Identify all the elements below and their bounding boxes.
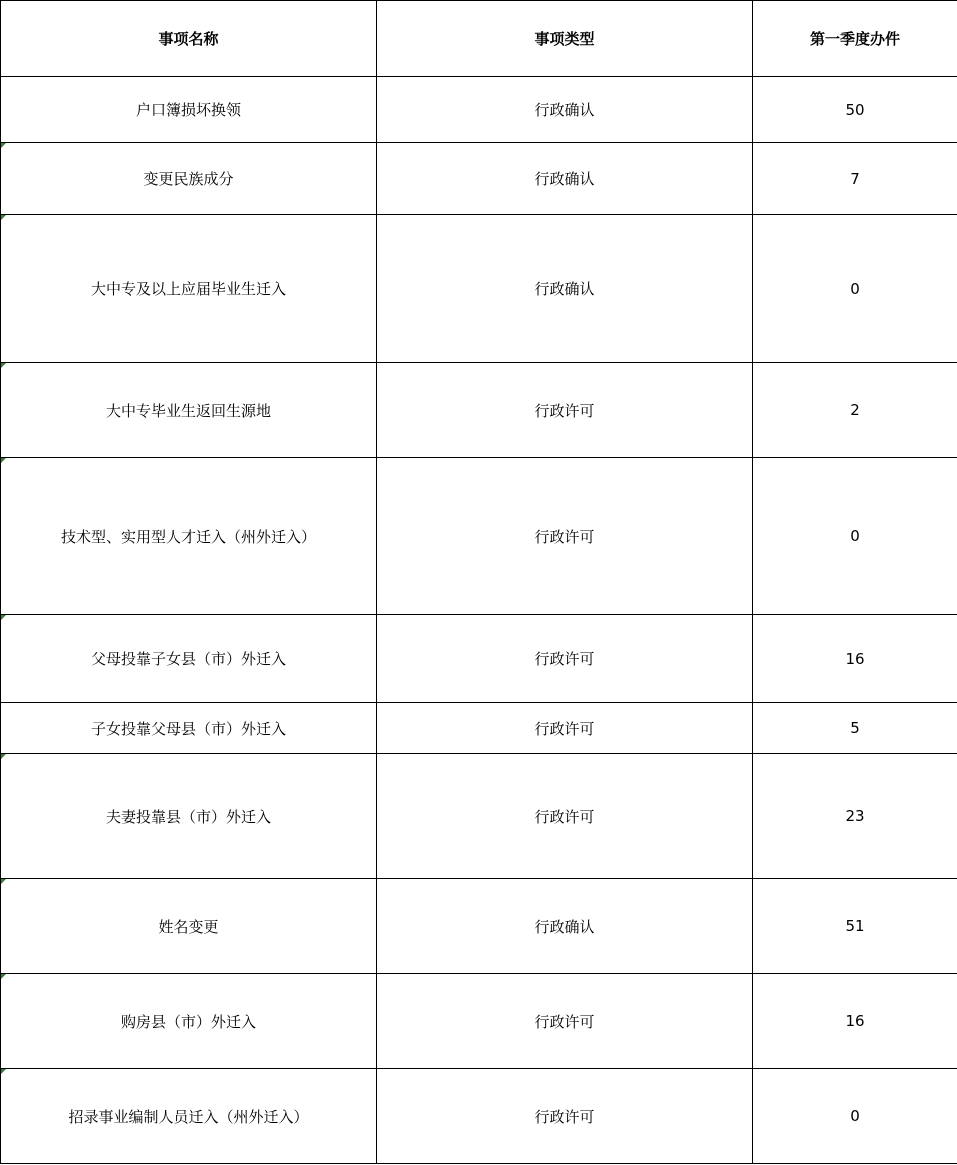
item-count: 2 xyxy=(850,401,860,419)
item-type-cell xyxy=(377,363,753,458)
item-type-cell xyxy=(377,458,753,615)
item-count-cell xyxy=(753,754,957,879)
item-name: 购房县（市）外迁入 xyxy=(120,1012,256,1031)
item-name-cell xyxy=(1,974,377,1069)
item-type-cell xyxy=(377,974,753,1069)
item-type-cell xyxy=(377,754,753,879)
item-type: 行政确认 xyxy=(534,101,595,119)
item-type: 行政许可 xyxy=(534,527,595,546)
header-row xyxy=(1,1,957,77)
cell-marker xyxy=(1,1069,6,1074)
item-name-cell xyxy=(1,77,377,143)
cell-marker xyxy=(1,974,6,979)
item-name: 大中专及以上应届毕业生迁入 xyxy=(90,280,286,298)
item-type-cell xyxy=(377,879,753,974)
item-name-cell xyxy=(1,879,377,974)
item-type-cell xyxy=(377,215,753,363)
cell-marker xyxy=(1,615,6,620)
item-count: 0 xyxy=(850,1107,860,1125)
item-count-cell xyxy=(753,77,957,143)
table-row xyxy=(1,215,957,363)
item-type: 行政确认 xyxy=(534,917,595,936)
item-type-cell xyxy=(377,703,753,754)
item-name: 招录事业编制人员迁入（州外迁入） xyxy=(68,1107,309,1126)
item-count: 50 xyxy=(845,100,865,119)
item-type: 行政许可 xyxy=(534,650,595,668)
cell-marker xyxy=(1,215,6,220)
item-name-cell xyxy=(1,703,377,754)
item-count: 0 xyxy=(850,527,860,545)
table-row xyxy=(1,703,957,754)
item-type: 行政许可 xyxy=(534,1107,595,1126)
item-type: 行政许可 xyxy=(534,719,595,738)
header-item-type: 事项类型 xyxy=(377,1,753,77)
item-type-cell xyxy=(377,615,753,703)
table-row xyxy=(1,754,957,879)
item-count-cell xyxy=(753,974,957,1069)
item-name: 子女投靠父母县（市）外迁入 xyxy=(90,719,286,738)
header-q1-count: 第一季度办件 xyxy=(753,1,957,77)
cell-marker xyxy=(1,363,6,368)
header-item-name: 事项名称 xyxy=(1,1,377,77)
item-type: 行政确认 xyxy=(534,280,595,298)
table-row xyxy=(1,77,957,143)
item-name-cell xyxy=(1,215,377,363)
cell-marker xyxy=(1,754,6,759)
item-type-cell xyxy=(377,143,753,215)
item-name-cell xyxy=(1,754,377,879)
item-name: 父母投靠子女县（市）外迁入 xyxy=(90,650,286,668)
item-count: 23 xyxy=(845,807,865,825)
item-name-cell xyxy=(1,458,377,615)
cell-marker xyxy=(1,879,6,884)
item-type: 行政许可 xyxy=(534,401,595,420)
item-name-cell xyxy=(1,615,377,703)
table-row xyxy=(1,458,957,615)
item-count-cell xyxy=(753,703,957,754)
table-row xyxy=(1,1069,957,1164)
item-name-cell xyxy=(1,363,377,458)
item-count-cell xyxy=(753,615,957,703)
table-row xyxy=(1,143,957,215)
item-count-cell xyxy=(753,458,957,615)
item-name: 夫妻投靠县（市）外迁入 xyxy=(105,807,271,826)
item-name-cell xyxy=(1,1069,377,1164)
item-type: 行政许可 xyxy=(534,807,595,826)
item-type: 行政许可 xyxy=(534,1012,595,1031)
item-name: 技术型、实用型人才迁入（州外迁入） xyxy=(60,527,316,546)
cell-marker xyxy=(1,143,6,148)
item-type-cell xyxy=(377,1069,753,1164)
item-name: 户口簿损坏换领 xyxy=(135,101,241,119)
item-count: 5 xyxy=(850,719,860,737)
item-type: 行政确认 xyxy=(534,170,595,188)
item-count: 7 xyxy=(850,169,860,188)
item-name: 变更民族成分 xyxy=(143,170,234,188)
item-count-cell xyxy=(753,879,957,974)
table-row xyxy=(1,363,957,458)
cell-marker xyxy=(1,458,6,463)
item-count: 0 xyxy=(850,279,860,298)
item-count: 16 xyxy=(845,649,865,668)
item-name: 姓名变更 xyxy=(158,917,219,936)
item-name: 大中专毕业生返回生源地 xyxy=(105,401,271,420)
table-row xyxy=(1,879,957,974)
item-count-cell xyxy=(753,363,957,458)
table-row xyxy=(1,615,957,703)
item-count-cell xyxy=(753,215,957,363)
table-row xyxy=(1,974,957,1069)
item-count-cell xyxy=(753,1069,957,1164)
item-count: 16 xyxy=(845,1012,865,1030)
item-count-cell xyxy=(753,143,957,215)
item-name-cell xyxy=(1,143,377,215)
item-count: 51 xyxy=(845,917,865,935)
item-type-cell xyxy=(377,77,753,143)
